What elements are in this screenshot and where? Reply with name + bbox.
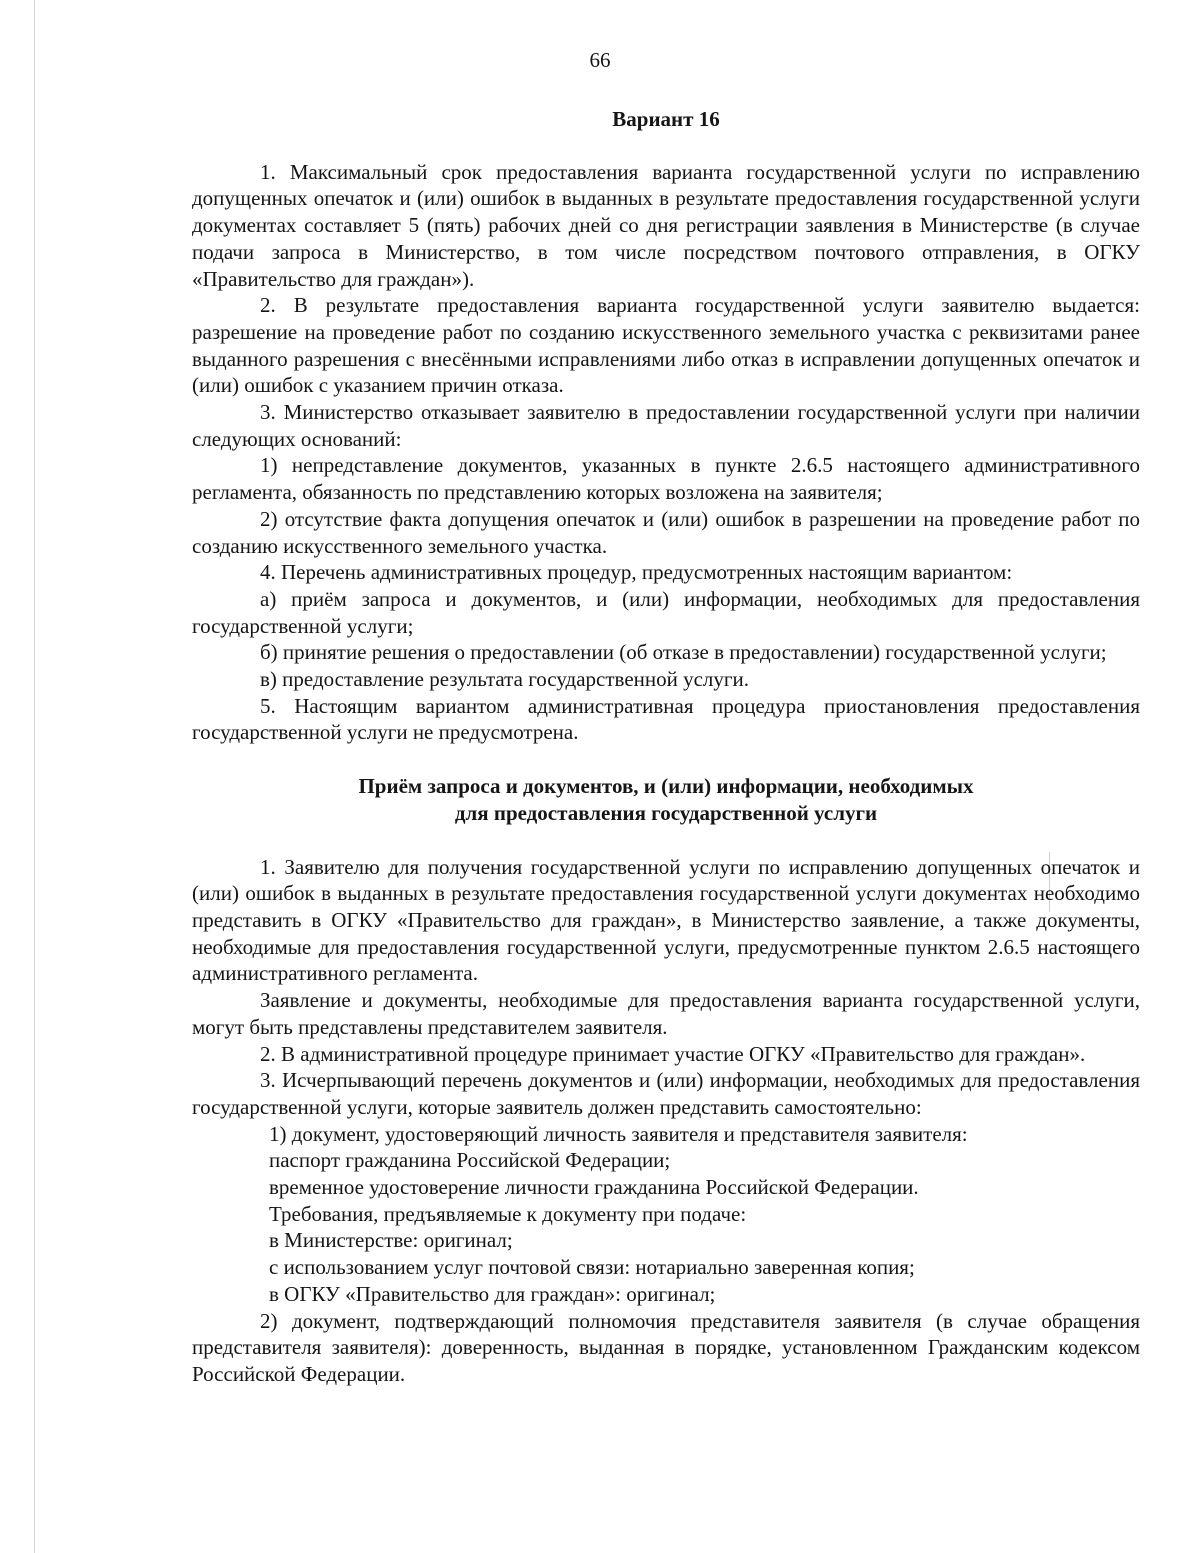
scan-edge-line: [34, 0, 35, 1553]
variant-paragraph-1: 1. Максимальный срок предоставления варианта государственной услуги по исправлению допущенных опечаток и (или) ошибок в выданных в результате предоставления государственной услуги документах составляет 5 (пять) рабочих дней со дня регистрации заявления в Министерстве (в случае подачи запроса в Министерство, в том числе посредством почтового отправления, в ОГКУ «Правительство для граждан»).: [192, 159, 1140, 291]
section-paragraph-last: 2) документ, подтверждающий полномочия представителя заявителя (в случае обращения представителя заявителя): доверенность, выданная в порядке, установленном Гражданским кодексом Российской Федерации.: [192, 1308, 1140, 1386]
section-list-line-6: с использованием услуг почтовой связи: нотариально заверенная копия;: [269, 1255, 915, 1280]
section-paragraph-3: 3. Исчерпывающий перечень документов и (или) информации, необходимых для предоставления государственной услуги, которые заявитель должен представить самостоятельно:: [192, 1068, 1140, 1119]
section-list-line-2: паспорт гражданина Российской Федерации;: [269, 1148, 671, 1173]
variant-heading: Вариант 16: [612, 107, 720, 131]
variant-paragraph-3-item-2: 2) отсутствие факта допущения опечаток и (или) ошибок в разрешении на проведение работ по созданию искусственного земельного участка.: [192, 506, 1140, 558]
variant-paragraph-4-item-c: в) предоставление результата государственной услуги.: [260, 667, 750, 692]
section-paragraph-1b: Заявление и документы, необходимые для предоставления варианта государственной услуги, могут быть представлены представителем заявителя.: [192, 988, 1140, 1039]
section-heading-line-2: для предоставления государственной услуги: [454, 800, 878, 825]
document-body: [192, 106, 1140, 1388]
section-heading: [192, 773, 1140, 826]
section-list-line-3: временное удостоверение личности гражданина Российской Федерации.: [269, 1175, 919, 1200]
variant-paragraph-4-item-b: б) принятие решения о предоставлении (об отказе в предоставлении) государственной услуги;: [260, 640, 1107, 665]
section-list-line-1: 1) документ, удостоверяющий личность заявителя и представителя заявителя:: [269, 1121, 968, 1146]
section-heading-line-1: Приём запроса и документов, и (или) информации, необходимых: [358, 774, 974, 799]
variant-paragraph-4: 4. Перечень административных процедур, предусмотренных настоящим вариантом:: [260, 560, 1013, 585]
section-list-line-4: Требования, предъявляемые к документу при подаче:: [269, 1201, 747, 1226]
section-list-line-5: в Министерстве: оригинал;: [269, 1228, 513, 1253]
variant-paragraph-4-item-a: а) приём запроса и документов, и (или) информации, необходимых для предоставления государственной услуги;: [192, 586, 1140, 638]
variant-paragraph-2: 2. В результате предоставления варианта государственной услуги заявителю выдается: разрешение на проведение работ по созданию искусственного земельного участка с реквизитами ранее выданного разрешения с внесёнными исправлениями либо отказ в исправлении допущенных опечаток и (или) ошибок с указанием причин отказа.: [192, 293, 1140, 398]
section-list-line-7: в ОГКУ «Правительство для граждан»: оригинал;: [269, 1281, 716, 1306]
page-number: 66: [589, 48, 611, 72]
variant-paragraph-3: 3. Министерство отказывает заявителю в предоставлении государственной услуги при наличии следующих оснований:: [192, 400, 1140, 451]
variant-paragraph-5: 5. Настоящим вариантом административная процедура приостановления предоставления государственной услуги не предусмотрена.: [192, 693, 1140, 745]
variant-paragraph-3-item-1: 1) непредставление документов, указанных в пункте 2.6.5 настоящего административного регламента, обязанность по представлению которых возложена на заявителя;: [192, 453, 1140, 505]
section-paragraph-2: 2. В административной процедуре принимает участие ОГКУ «Правительство для граждан».: [260, 1041, 1086, 1066]
section-paragraph-1: 1. Заявителю для получения государственной услуги по исправлению допущенных опечаток и (или) ошибок в выданных в результате предоставления государственной услуги документах необходимо представить в ОГКУ «Правительство для граждан», в Министерство заявление, а также документы, необходимые для предоставления государственной услуги, предусмотренные пунктом 2.6.5 настоящего административного регламента.: [192, 854, 1140, 986]
